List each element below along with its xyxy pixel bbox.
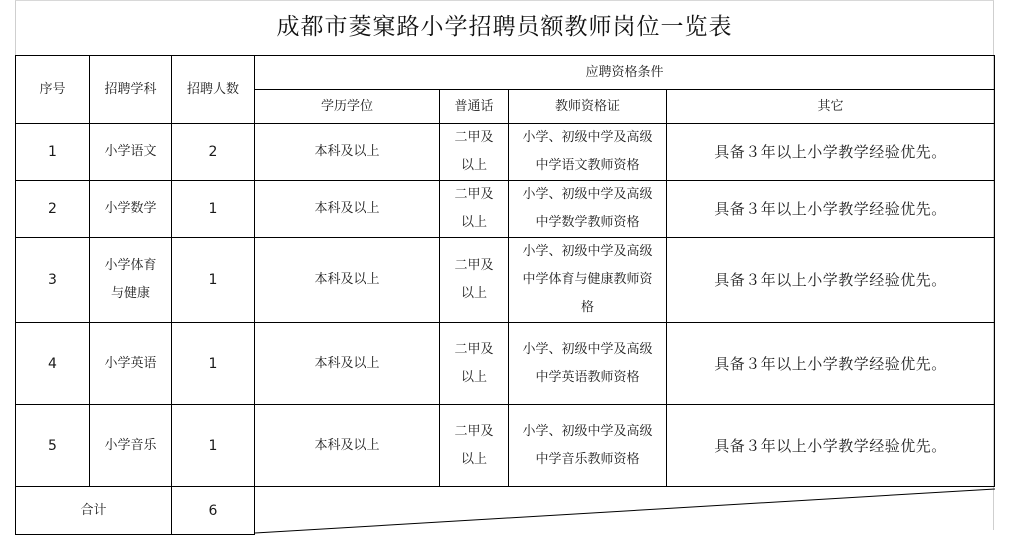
- row-certificate: [509, 323, 667, 405]
- row-subject: [90, 238, 172, 323]
- header-education: 学历学位: [255, 90, 440, 124]
- row-certificate: [509, 238, 667, 323]
- mandarin-line: 以上: [460, 286, 487, 301]
- row-mandarin: [440, 238, 509, 323]
- header-other: 其它: [667, 90, 995, 124]
- row-subject: 小学英语: [90, 323, 172, 405]
- row-count: 1: [172, 405, 255, 487]
- mandarin-line: 以上: [460, 369, 487, 385]
- row-mandarin: [440, 124, 509, 181]
- row-other: 具备３年以上小学教学经验优先。: [667, 238, 995, 323]
- certificate-line: 中学体育与健康教师资: [522, 272, 653, 287]
- row-certificate: [509, 405, 667, 487]
- row-index: 4: [16, 323, 90, 405]
- header-row-1: [16, 56, 995, 90]
- row-subject: 小学语文: [90, 124, 172, 181]
- mandarin-line: 二甲及: [454, 341, 494, 357]
- row-mandarin: [440, 405, 509, 487]
- header-conditions: 应聘资格条件: [255, 56, 995, 90]
- table-row: [16, 405, 995, 487]
- header-mandarin: 普通话: [440, 90, 509, 124]
- header-certificate: 教师资格证: [509, 90, 667, 124]
- row-education: 本科及以上: [255, 181, 440, 238]
- diagonal-strike: [255, 487, 995, 535]
- mandarin-line: 二甲及: [454, 187, 494, 202]
- subject-line: 小学体育: [104, 258, 157, 273]
- diagonal-line: [255, 489, 995, 533]
- total-row: [16, 487, 995, 535]
- mandarin-line: 二甲及: [454, 423, 494, 439]
- subject-line: 与健康: [110, 286, 150, 301]
- row-subject: 小学音乐: [90, 405, 172, 487]
- certificate-line: 中学英语教师资格: [535, 369, 640, 385]
- row-index: 2: [16, 181, 90, 238]
- row-count: 1: [172, 181, 255, 238]
- row-index: 5: [16, 405, 90, 487]
- row-count: 1: [172, 323, 255, 405]
- certificate-line: 中学数学教师资格: [535, 215, 640, 230]
- certificate-line: 小学、初级中学及高级: [522, 423, 653, 439]
- row-education: 本科及以上: [255, 238, 440, 323]
- total-label: 合计: [16, 487, 172, 535]
- mandarin-line: 二甲及: [454, 130, 494, 145]
- header-count: 招聘人数: [172, 56, 255, 124]
- blank-cell: [255, 487, 995, 535]
- row-other: 具备３年以上小学教学经验优先。: [667, 181, 995, 238]
- table-row: [16, 323, 995, 405]
- certificate-line: 小学、初级中学及高级: [522, 341, 653, 357]
- row-count: 2: [172, 124, 255, 181]
- table-row: [16, 124, 995, 181]
- row-other: 具备３年以上小学教学经验优先。: [667, 405, 995, 487]
- mandarin-line: 以上: [460, 215, 487, 230]
- row-subject: 小学数学: [90, 181, 172, 238]
- certificate-line: 小学、初级中学及高级: [522, 130, 653, 145]
- row-certificate: [509, 124, 667, 181]
- mandarin-line: 二甲及: [454, 258, 494, 273]
- row-other: 具备３年以上小学教学经验优先。: [667, 323, 995, 405]
- total-count: 6: [172, 487, 255, 535]
- table-row: [16, 181, 995, 238]
- header-index: 序号: [16, 56, 90, 124]
- recruitment-table: [15, 55, 995, 535]
- header-subject: 招聘学科: [90, 56, 172, 124]
- row-education: 本科及以上: [255, 405, 440, 487]
- certificate-line: 小学、初级中学及高级: [522, 244, 653, 259]
- page-title: 成都市菱窠路小学招聘员额教师岗位一览表: [276, 14, 733, 40]
- row-index: 3: [16, 238, 90, 323]
- row-count: 1: [172, 238, 255, 323]
- row-mandarin: [440, 181, 509, 238]
- certificate-line: 小学、初级中学及高级: [522, 187, 653, 202]
- row-other: 具备３年以上小学教学经验优先。: [667, 124, 995, 181]
- row-mandarin: [440, 323, 509, 405]
- certificate-line: 格: [580, 300, 594, 315]
- certificate-line: 中学语文教师资格: [535, 158, 640, 173]
- table-row: [16, 238, 995, 323]
- mandarin-line: 以上: [460, 451, 487, 467]
- mandarin-line: 以上: [460, 158, 487, 173]
- certificate-line: 中学音乐教师资格: [535, 451, 640, 467]
- row-education: 本科及以上: [255, 124, 440, 181]
- row-certificate: [509, 181, 667, 238]
- row-index: 1: [16, 124, 90, 181]
- row-education: 本科及以上: [255, 323, 440, 405]
